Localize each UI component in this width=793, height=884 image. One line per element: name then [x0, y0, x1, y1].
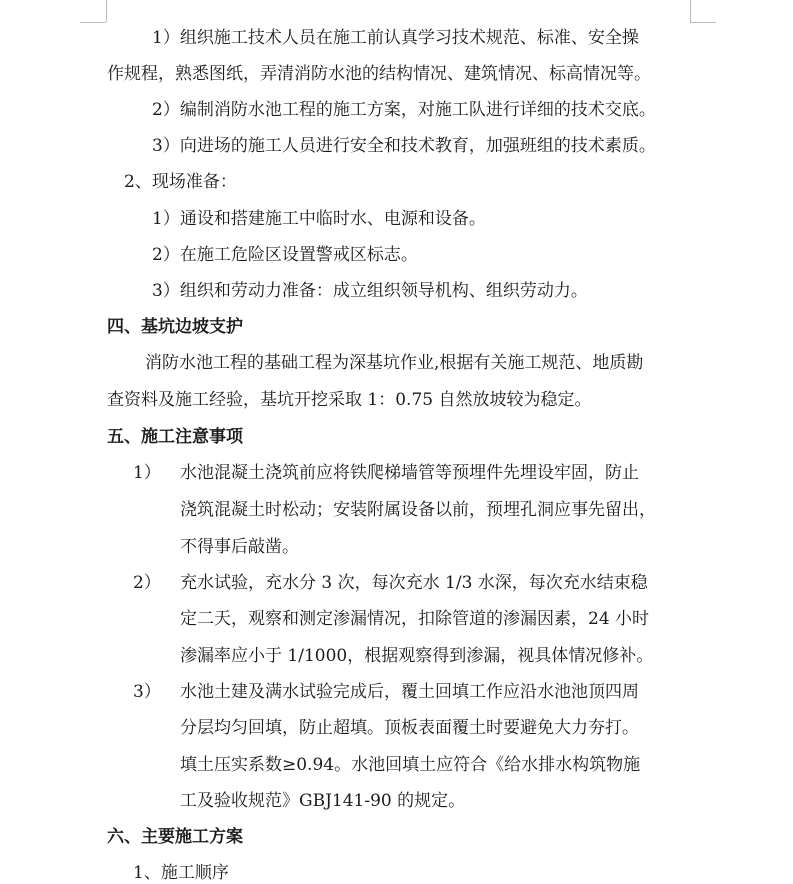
note-2-line-2: 定二天，观察和测定渗漏情况，扣除管道的渗漏因素，24 小时 — [180, 609, 650, 629]
section-5-heading: 五、施工注意事项 — [107, 427, 243, 447]
section-6-sub-1: 1、施工顺序 — [133, 863, 229, 883]
note-1-number: 1） — [133, 463, 161, 483]
note-1-line-1: 水池混凝土浇筑前应将铁爬梯墙管等预埋件先埋设牢固，防止 — [180, 463, 639, 483]
note-3-line-1: 水池土建及满水试验完成后，覆土回填工作应沿水池池顶四周 — [180, 682, 639, 702]
site-prep-item-1: 1）通设和搭建施工中临时水、电源和设备。 — [152, 209, 486, 229]
note-1-line-2: 浇筑混凝土时松动；安装附属设备以前，预埋孔洞应事先留出， — [180, 500, 656, 520]
section-4-heading: 四、基坑边坡支护 — [107, 317, 243, 337]
note-1-line-3: 不得事后敲凿。 — [180, 537, 299, 557]
section-4-para-line-1: 消防水池工程的基础工程为深基坑作业,根据有关施工规范、地质勘 — [145, 353, 644, 373]
site-prep-item-2: 2）在施工危险区设置警戒区标志。 — [152, 245, 418, 265]
prep-item-3: 3）向进场的施工人员进行安全和技术教育，加强班组的技术素质。 — [152, 136, 656, 156]
prep-item-1-line-1: 1）组织施工技术人员在施工前认真学习技术规范、标准、安全操 — [152, 28, 639, 48]
note-3-number: 3） — [133, 682, 161, 702]
note-2-line-3: 渗漏率应小于 1/1000，根据观察得到渗漏，视具体情况修补。 — [180, 646, 654, 666]
prep-item-2: 2）编制消防水池工程的施工方案，对施工队进行详细的技术交底。 — [152, 100, 656, 120]
note-3-line-2: 分层均匀回填，防止超填。顶板表面覆土时要避免大力夯打。 — [180, 718, 639, 738]
note-3-line-3: 填土压实系数≥0.94。水池回填土应符合《给水排水构筑物施 — [180, 755, 641, 775]
site-prep-title: 2、现场准备： — [124, 172, 237, 192]
note-2-line-1: 充水试验，充水分 3 次，每次充水 1/3 水深，每次充水结束稳 — [180, 573, 648, 593]
note-3-line-4: 工及验收规范》GBJ141-90 的规定。 — [180, 791, 466, 811]
site-prep-item-3: 3）组织和劳动力准备：成立组织领导机构、组织劳动力。 — [152, 281, 588, 301]
section-6-heading: 六、主要施工方案 — [107, 827, 243, 847]
prep-item-1-line-2: 作规程，熟悉图纸，弄清消防水池的结构情况、建筑情况、标高情况等。 — [107, 64, 651, 84]
section-4-para-line-2: 查资料及施工经验，基坑开挖采取 1：0.75 自然放坡较为稳定。 — [107, 390, 592, 410]
note-2-number: 2） — [133, 573, 161, 593]
